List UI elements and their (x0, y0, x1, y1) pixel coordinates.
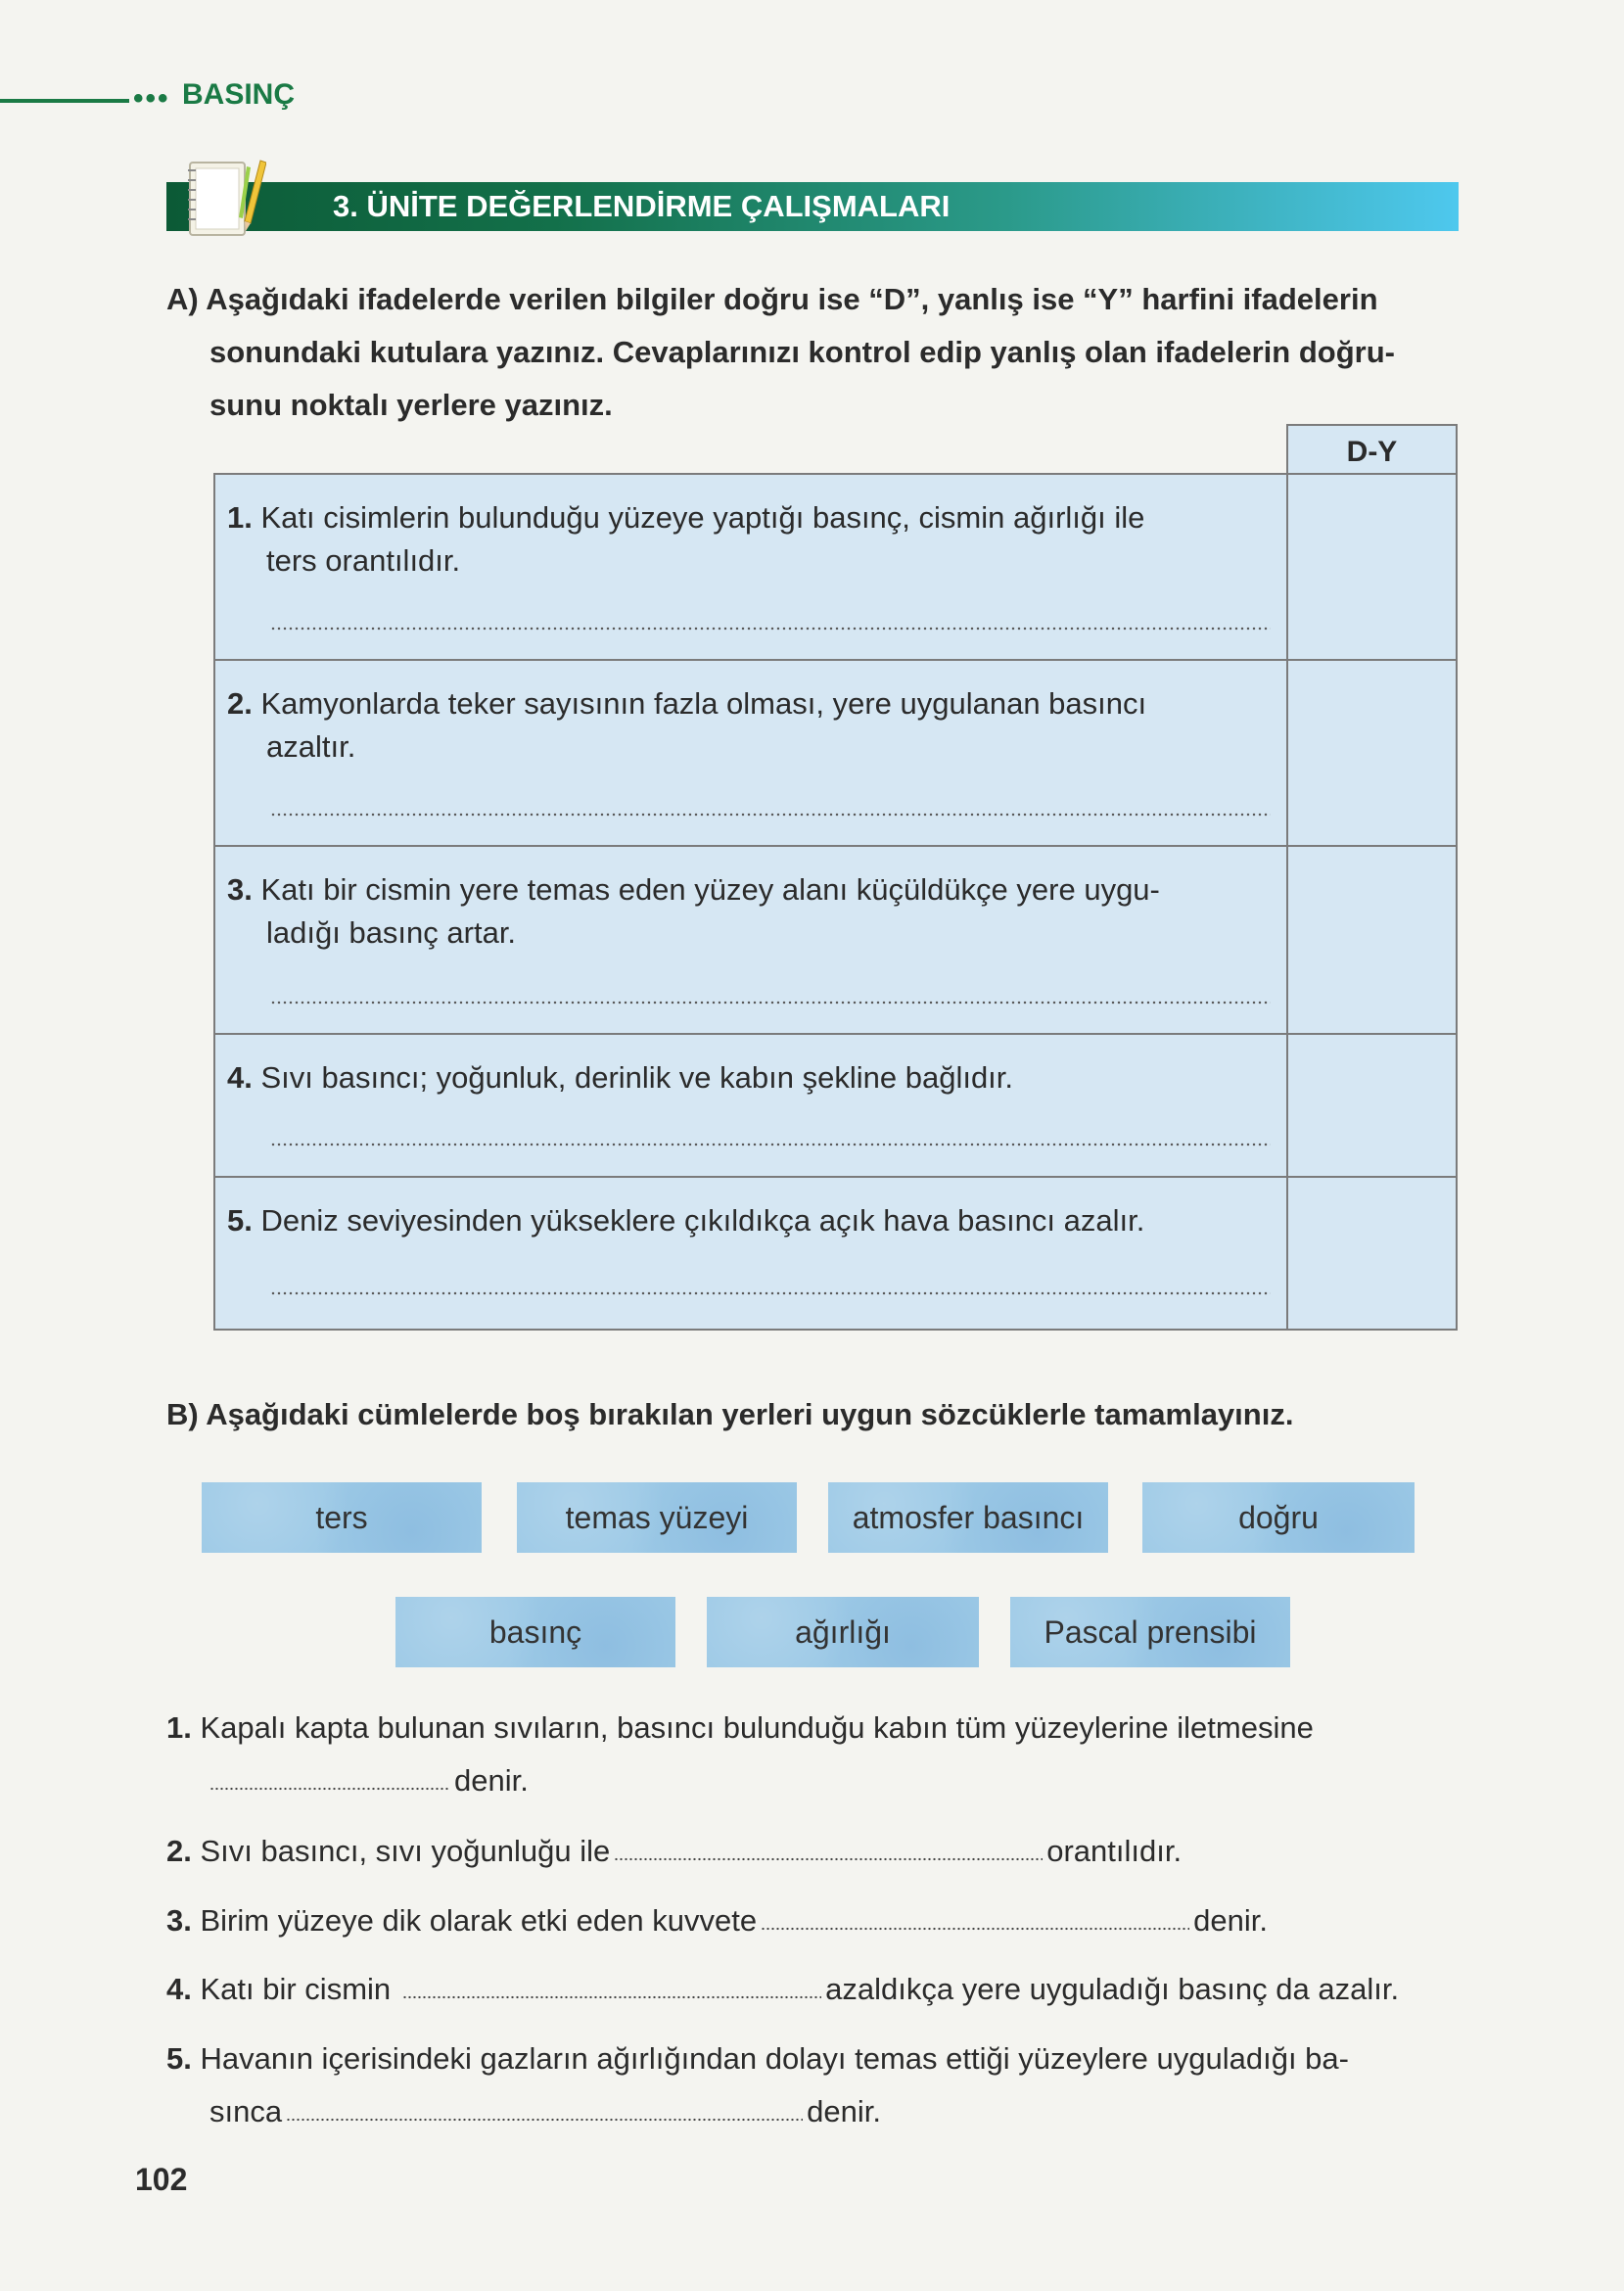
header-rule (0, 99, 129, 103)
sentence-text: Havanın içerisindeki gazların ağırlığından dolayı temas ettiği yüzeylere uyguladığı ba- (200, 2041, 1349, 2076)
statement-line: Katı cisimlerin bulunduğu yüzeye yaptığı basınç, cismin ağırlığı ile (260, 500, 1145, 535)
page-number: 102 (135, 2162, 188, 2197)
statement-row-3 (215, 847, 1456, 1035)
statement-number: 5. (227, 1203, 253, 1238)
section-a-line2: sonundaki kutulara yazınız. Cevaplarınızı kontrol edip yanlış olan ifadelerin doğru- (209, 335, 1395, 369)
statement-line: Deniz seviyesinden yükseklere çıkıldıkça açık hava basıncı azalır. (260, 1203, 1145, 1238)
sentence-number: 5. (166, 2041, 192, 2076)
blank-line[interactable] (614, 1857, 1043, 1861)
word-chip-agirligi[interactable]: ağırlığı (707, 1597, 979, 1667)
statement-row-4 (215, 1035, 1456, 1178)
section-b-text: Aşağıdaki cümlelerde boş bırakılan yerleri uygun sözcüklerle tamamlayınız. (206, 1397, 1294, 1431)
statement-text (227, 868, 1265, 955)
statement-text (227, 1056, 1265, 1099)
answer-line[interactable] (270, 1143, 1271, 1146)
statement-row-2 (215, 661, 1456, 847)
statement-line: ladığı basınç artar. (266, 915, 517, 950)
word-chip-temas-yuzeyi[interactable]: temas yüzeyi (517, 1482, 797, 1553)
sentence-text: Sıvı basıncı, sıvı yoğunluğu ile (200, 1834, 611, 1868)
word-chip-dogru[interactable]: doğru (1142, 1482, 1415, 1553)
statement-number: 2. (227, 686, 253, 721)
word-chip-ters[interactable]: ters (202, 1482, 482, 1553)
banner-title: 3. ÜNİTE DEĞERLENDİRME ÇALIŞMALARI (333, 189, 951, 223)
unit-banner (166, 182, 1459, 231)
blank-line[interactable] (761, 1927, 1189, 1931)
blank-line[interactable] (209, 1787, 450, 1791)
section-a-line3: sunu noktalı yerlere yazınız. (209, 388, 613, 422)
true-false-table (213, 473, 1458, 1331)
sentence-3 (166, 1894, 1268, 1947)
sentence-5 (166, 2033, 1349, 2138)
sentence-text: Kapalı kapta bulunan sıvıların, basıncı bulunduğu kabın tüm yüzeylerine iletmesine (200, 1710, 1314, 1745)
blank-line[interactable] (402, 1995, 821, 1999)
statement-row-1 (215, 475, 1456, 661)
statement-line: Katı bir cismin yere temas eden yüzey alanı küçüldükçe yere uygu- (260, 872, 1160, 907)
sentence-number: 2. (166, 1834, 192, 1868)
sentence-continuation (166, 2085, 1349, 2138)
sentence-continuation (166, 1754, 1314, 1807)
sentence-text: denir. (454, 1763, 529, 1798)
sentence-text: Katı bir cismin (200, 1972, 392, 2006)
dy-column-header: D-Y (1286, 424, 1458, 473)
section-b-label: B) (166, 1397, 199, 1431)
section-b-instruction (166, 1388, 1293, 1441)
statement-text (227, 682, 1265, 769)
sentence-text: azaldıkça yere uyguladığı basınç da azalır. (825, 1972, 1400, 2006)
word-chip-atmosfer-basinci[interactable]: atmosfer basıncı (828, 1482, 1108, 1553)
answer-line[interactable] (270, 1001, 1271, 1005)
statement-number: 1. (227, 500, 253, 535)
statement-line: ters orantılıdır. (266, 543, 461, 578)
statement-line: Kamyonlarda teker sayısının fazla olması, yere uygulanan basıncı (260, 686, 1147, 721)
sentence-2 (166, 1825, 1182, 1878)
word-chip-pascal-prensibi[interactable]: Pascal prensibi (1010, 1597, 1290, 1667)
statement-text (227, 1199, 1265, 1242)
sentence-text: sınca (209, 2094, 283, 2128)
sentence-text: orantılıdır. (1046, 1834, 1183, 1868)
statement-number: 4. (227, 1060, 253, 1095)
statement-text (227, 496, 1265, 583)
section-a-line1: Aşağıdaki ifadelerde verilen bilgiler doğru ise “D”, yanlış ise “Y” harfini ifadelerin (206, 282, 1378, 316)
word-chip-basinc[interactable]: basınç (395, 1597, 675, 1667)
sentence-4 (166, 1963, 1399, 2016)
answer-line[interactable] (270, 627, 1271, 631)
statement-row-5 (215, 1178, 1456, 1329)
sentence-number: 1. (166, 1710, 192, 1745)
sentence-text: denir. (1193, 1903, 1268, 1938)
sentence-number: 4. (166, 1972, 192, 2006)
answer-line[interactable] (270, 813, 1271, 817)
section-a-label: A) (166, 282, 199, 316)
sentence-text: Birim yüzeye dik olarak etki eden kuvvete (200, 1903, 758, 1938)
sentence-number: 3. (166, 1903, 192, 1938)
statement-line: Sıvı basıncı; yoğunluk, derinlik ve kabın şekline bağlıdır. (260, 1060, 1014, 1095)
statement-line: azaltır. (266, 729, 356, 764)
statement-number: 3. (227, 872, 253, 907)
notebook-pencil-icon (184, 153, 266, 243)
section-a-instruction (166, 273, 1395, 432)
blank-line[interactable] (286, 2118, 803, 2122)
answer-line[interactable] (270, 1291, 1271, 1295)
topic-title: BASINÇ (182, 78, 296, 111)
sentence-1 (166, 1702, 1314, 1807)
header-dots: ••• (133, 82, 170, 115)
sentence-text: denir. (807, 2094, 881, 2128)
